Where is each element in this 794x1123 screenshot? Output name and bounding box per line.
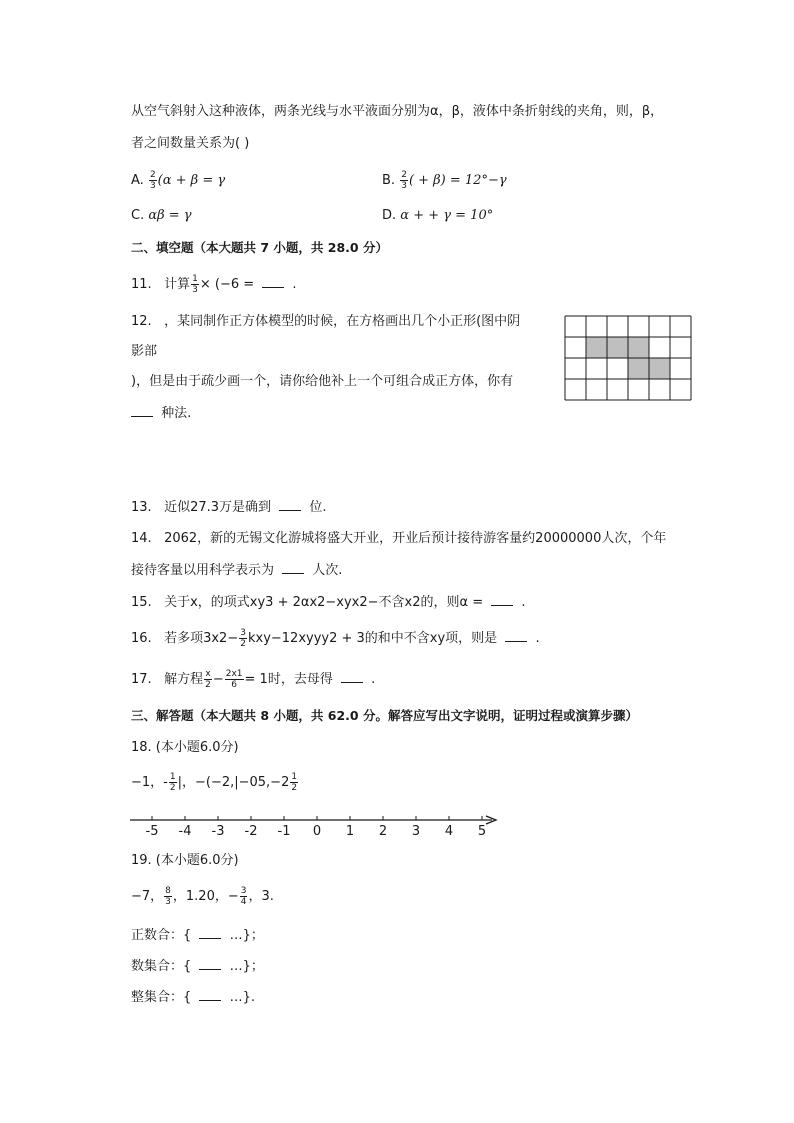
shaded-cell — [607, 337, 628, 358]
q16-end: . — [535, 631, 540, 646]
q16-pre: 若多项3x2− — [164, 631, 239, 646]
q19-set3-label: 整集合：{ — [131, 990, 192, 1005]
number-line-tick-label: -5 — [145, 824, 159, 839]
number-line-tick-label: 3 — [411, 824, 421, 839]
choice-b-fraction — [400, 170, 408, 191]
q14-line2-post: 人次. — [312, 563, 343, 578]
q19-fraction-2 — [240, 886, 248, 907]
q16-frac-den: 2 — [240, 639, 246, 649]
q18-fraction-1 — [169, 772, 177, 793]
q13-answer-blank[interactable] — [279, 497, 301, 511]
q19-post: ，3. — [248, 889, 274, 904]
q10-line2: 者之间数量关系为( ) — [131, 136, 250, 151]
q17-frac2-num: 2x1 — [225, 669, 243, 679]
q15-answer-blank[interactable] — [491, 592, 513, 606]
q19-frac1-den: 3 — [165, 897, 171, 907]
q12-line1-text: ，某同制作正方体模型的时候，在方格画出几个小正形(图中阴 — [164, 314, 521, 329]
q11-number: 11. — [131, 277, 152, 292]
q15-end: . — [521, 595, 526, 610]
q11-fraction — [191, 274, 199, 295]
q19-frac1-num: 8 — [165, 886, 171, 896]
q19-header: 19. (本小题6.0分) — [131, 853, 239, 868]
choice-b-frac-den: 3 — [401, 181, 407, 191]
q10-line1: 从空气斜射入这种液体，两条光线与水平液面分别为α，β，液体中条折射线的夹角，则，β， — [131, 104, 664, 119]
q17-frac2-den: 6 — [231, 680, 237, 690]
number-line-tick-label: -1 — [277, 824, 291, 839]
q11-end: . — [292, 277, 297, 292]
q15-number: 15. — [131, 595, 152, 610]
q12-line2: 影部 — [131, 344, 158, 359]
q19-set-integer — [131, 987, 255, 1008]
question-11 — [131, 274, 297, 295]
q11-answer-blank[interactable] — [262, 274, 284, 288]
q12-line3: )，但是由于疏少画一个，请你给他补上一个可组合成正方体，你有 — [131, 374, 514, 389]
q17-fraction-2 — [225, 669, 244, 690]
q16-fraction — [239, 628, 247, 649]
question-15 — [131, 592, 526, 613]
q12-line4 — [131, 403, 191, 424]
q18-numbers — [131, 772, 299, 793]
q16-mid: kxy−12xyyy2 + 3的和中不含xy项，则是 — [247, 631, 498, 646]
number-line-tick-label: 4 — [444, 824, 454, 839]
q19-set-positive — [131, 925, 264, 946]
choice-b-frac-num: 2 — [401, 170, 407, 180]
number-line-tick-label: 2 — [378, 824, 388, 839]
q18-pre: −1，- — [131, 775, 168, 790]
q19-set2-end: …}； — [229, 959, 264, 974]
q13-number: 13. — [131, 500, 152, 515]
q18-frac1-den: 2 — [169, 783, 176, 793]
choice-d — [382, 206, 493, 226]
q17-end: . — [371, 672, 376, 687]
q11-frac-den: 3 — [192, 285, 198, 295]
q17-answer-blank[interactable] — [341, 669, 363, 683]
q18-fraction-2 — [290, 772, 298, 793]
number-line — [128, 808, 502, 842]
q12-line1 — [131, 312, 520, 332]
q19-fraction-1 — [164, 886, 172, 907]
square-grid-figure — [564, 315, 692, 401]
q17-post: = 1时，去母得 — [244, 672, 333, 687]
q18-header: 18. (本小题6.0分) — [131, 740, 239, 755]
q19-mid: ，1.20，− — [172, 889, 239, 904]
choice-c-expr: αβ = γ — [148, 208, 192, 223]
q17-minus: − — [212, 672, 224, 687]
shaded-cell — [628, 337, 649, 358]
choice-c — [131, 206, 192, 226]
q17-frac1-den: 2 — [205, 680, 211, 690]
number-line-tick-label: -2 — [244, 824, 258, 839]
choice-a-label: A. — [131, 173, 144, 188]
number-line-tick-label: -4 — [178, 824, 192, 839]
question-17 — [131, 669, 375, 690]
q16-answer-blank[interactable] — [505, 628, 527, 642]
q17-fraction-1 — [204, 669, 212, 690]
section-solve-heading: 三、解答题（本大题共 8 小题，共 62.0 分。解答应写出文字说明，证明过程或演算步骤） — [131, 708, 638, 723]
q19-set1-end: …}； — [229, 928, 264, 943]
choice-c-label: C. — [131, 208, 145, 223]
q14-answer-blank[interactable] — [282, 560, 304, 574]
number-line-tick-label: 5 — [477, 824, 487, 839]
q18-frac1-num: 1 — [169, 772, 176, 782]
q18-frac2-den: 2 — [291, 783, 298, 793]
choice-b-expr: ( + β) = 12°−γ — [408, 173, 507, 188]
q17-number: 17. — [131, 672, 152, 687]
q14-line1-text: 2062，新的无锡文化游城将盛大开业，开业后预计接待游客量约20000000人次，个年 — [164, 531, 667, 546]
q19-set3-blank[interactable] — [199, 987, 221, 1001]
q19-set1-label: 正数合：{ — [131, 928, 192, 943]
number-line-tick-label: 1 — [345, 824, 355, 839]
q16-frac-num: 3 — [240, 628, 246, 638]
q15-pre: 关于x，的项式xy3 + 2αx2−xyx2−不含x2的，则α = — [164, 595, 484, 610]
question-16 — [131, 628, 540, 649]
question-13 — [131, 497, 326, 518]
choice-d-expr: α + + γ = 10° — [400, 208, 494, 223]
q14-line1 — [131, 529, 666, 549]
q12-number: 12. — [131, 314, 152, 329]
choice-a-fraction — [149, 170, 157, 191]
q16-number: 16. — [131, 631, 152, 646]
q19-set2-label: 数集合：{ — [131, 959, 192, 974]
q11-frac-num: 1 — [192, 274, 198, 284]
q17-pre: 解方程 — [164, 672, 204, 687]
q19-set-number — [131, 956, 264, 977]
choice-a-expr: (α + β = γ — [157, 173, 226, 188]
q19-set1-blank[interactable] — [199, 925, 221, 939]
q14-line2-pre: 接待客量以用科学表示为 — [131, 563, 275, 578]
q19-pre: −7， — [131, 889, 164, 904]
section-fill-in-heading: 二、填空题（本大题共 7 小题，共 28.0 分） — [131, 240, 388, 255]
shaded-cell — [628, 358, 649, 379]
q19-set2-blank[interactable] — [199, 956, 221, 970]
q17-frac1-num: x — [205, 669, 211, 679]
choice-b-label: B. — [382, 173, 396, 188]
q19-set3-end: …}. — [229, 990, 255, 1005]
shaded-cell — [586, 337, 607, 358]
number-line-tick-label: 0 — [312, 824, 322, 839]
q18-frac2-num: 1 — [291, 772, 298, 782]
q19-frac2-num: 3 — [240, 886, 247, 896]
q12-line4-post: 种法. — [161, 406, 192, 421]
q14-number: 14. — [131, 531, 152, 546]
q19-frac2-den: 4 — [240, 897, 247, 907]
q11-post: × (−6 = — [199, 277, 255, 292]
number-line-tick-label: -3 — [211, 824, 225, 839]
q13-post: 位. — [309, 500, 327, 515]
choice-d-label: D. — [382, 208, 397, 223]
q19-numbers — [131, 886, 274, 907]
q13-pre: 近似27.3万是确到 — [164, 500, 272, 515]
q14-line2 — [131, 560, 342, 581]
choice-a-frac-den: 3 — [149, 181, 156, 191]
choice-a-frac-num: 2 — [149, 170, 156, 180]
q18-mid: |，−(−2,|−05,−2 — [177, 775, 290, 790]
q11-pre: 计算 — [164, 277, 191, 292]
choice-b — [382, 170, 507, 191]
choice-a — [131, 170, 225, 191]
shaded-cell — [649, 358, 670, 379]
q12-answer-blank[interactable] — [131, 403, 153, 417]
